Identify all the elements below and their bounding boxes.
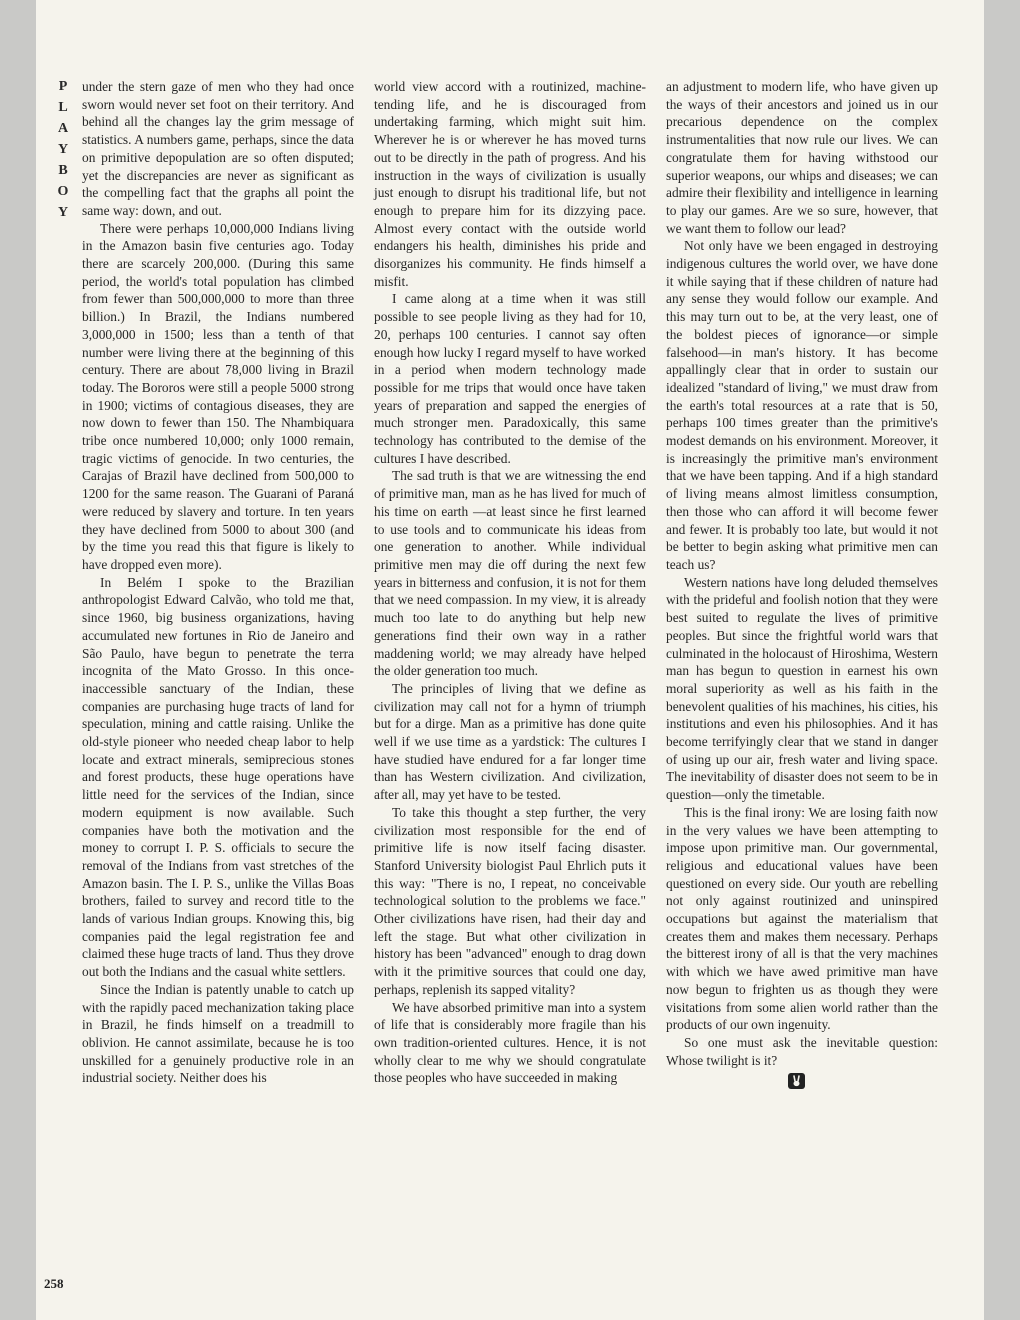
paragraph: world view accord with a routinized, machine-tending life, and he is discouraged from undertaking farming, which might suit him. Wherever he is or wherever he has moved turns out to be directly in the path of progress. And his instruction in the ways of civilization is usually just enough to disrupt his traditional life, but not enough to prepare him for its dizzying pace. Almost every contact with the outside world endangers his health, diminishes his pride and disorganizes his community. He finds himself a misfit. [374, 79, 646, 289]
bunny-logo-icon [788, 1073, 805, 1089]
paragraph: This is the final irony: We are losing faith now in the very values we have been attempting to impose upon primitive man. Our governmental, religious and educational values have been questioned on every side. Our youth are rebelling not only against routinized and uninspired occupations but against the materialism that creates them and makes them necessary. Perhaps the bitterest irony of all is that the very machines with which we have awed primitive man have now begun to frighten us as though they were visitations from some alien world rather than the products of our own ingenuity. [666, 804, 938, 1033]
text-column-1 [82, 78, 354, 1087]
masthead-letter: B [58, 163, 68, 178]
paragraph: So one must ask the inevitable question: Whose twilight is it? [666, 1034, 938, 1091]
paragraph: The sad truth is that we are witnessing the end of primitive man, man as he has lived for much of his time on earth —at least since he first learned to use tools and to communicate his ideas from one generation to another. While individual primitive men may die off during the next few years in bitterness and confusion, it is not for them that we need compassion. In my view, it is already much too late to do anything but help new generations find their own way in a rather maddening world; we may already have helped the older generation too much. [374, 468, 646, 679]
paragraph: I came along at a time when it was still possible to see people living as they had for 10, 20, perhaps 100 centuries. I cannot say often enough how lucky I regard myself to have worked in a period when modern technology made possible for me trips that would once have taken years of preparation and sapped the energies of much stronger men. Paradoxically, this same technology has contributed to the demise of the cultures I have described. [374, 291, 646, 466]
paragraph: Since the Indian is patently unable to catch up with the rapidly paced mechanization taking place in Brazil, he finds himself on a treadmill to oblivion. He cannot assimilate, because he is too unskilled for a genuinely productive role in an industrial society. Neither does his [82, 981, 354, 1086]
paragraph: under the stern gaze of men who they had once sworn would never set foot on their territory. And behind all the changes lay the grim message of statistics. A numbers game, perhaps, since the data on primitive depopulation are so often disputed; yet the discrepancies are never as significant as the compelling fact that the graphs all point the same way: down, and out. [82, 79, 354, 218]
masthead-letter: Y [57, 205, 69, 220]
paragraph: Western nations have long deluded themselves with the prideful and foolish notion that they were best suited to regulate the lives of primitive peoples. But since the frightful world wars that culminated in the holocaust of Hiroshima, Western man has begun to question in earnest his own moral superiority as well as his faith in the benevolent qualities of his machines, his cities, his institutions and even his philosophies. And it has become terrifyingly clear that we stand in danger of using up our air, fresh water and living space. The inevitability of disaster does not seem to be in question—only the timetable. [666, 574, 939, 803]
masthead-letter: Y [57, 142, 69, 157]
text-column-2 [374, 78, 646, 1087]
paragraph: To take this thought a step further, the very civilization most responsible for the end of primitive life is now itself facing disaster. Stanford University biologist Paul Ehrlich puts it this way: "There is no, I repeat, no conceivable technological solution to the problems we face." Other civilizations have risen, had their day and left the stage. But what other civilization in history has been "advanced" enough to drag down with it the primitive sources that could one day, perhaps, replenish its sapped vitality? [374, 804, 646, 997]
masthead-vertical [52, 76, 74, 223]
masthead-letter: A [57, 121, 69, 136]
paragraph: We have absorbed primitive man into a system of life that is considerably more fragile than his own tradition-oriented cultures. Hence, it is not wholly clear to me why we should congratulate those peoples who have succeeded in making [374, 999, 646, 1086]
paragraph: The principles of living that we define as civilization may call not for a hymn of triumph but for a dirge. Man as a primitive has done quite well if we use time as a yardstick: The cultures I have studied have endured for a far longer time than has Western civilization. And civilization, after all, may yet have to be tested. [374, 680, 646, 803]
masthead-letter: P [58, 79, 68, 94]
masthead-letter: L [58, 100, 68, 115]
masthead-letter: O [57, 184, 69, 199]
text-column-3 [666, 78, 938, 1091]
paragraph: There were perhaps 10,000,000 Indians living in the Amazon basin five centuries ago. Today there are scarcely 200,000. (During this same period, the world's total population has climbed from fewer than 500,000,000 to more than three billion.) In Brazil, the Indians numbered 3,000,000 in 1500; less than a tenth of that number were living there at the beginning of this century. There are about 78,000 living in Brazil today. The Bororos were still a people 5000 strong in 1900; victims of contagious diseases, they are now down to fewer than 150. The Nhambiquara tribe once numbered 10,000; only 1000 remain, tragic victims of genocide. In two centuries, the Carajas of Brazil have declined from 500,000 to 1200 for the same reason. The Guarani of Paraná were reduced by slavery and torture. In ten years they have declined from 5000 to about 300 (and by the time you read this that figure is likely to have dropped even more). [82, 220, 354, 572]
paragraph: an adjustment to modern life, who have given up the ways of their ancestors and joined us in our precarious dependence on the complex instrumentalities that now rule our lives. We can congratulate them for having withstood our superior weapons, our whips and diseases; we can admire their flexibility and intelligence in learning to play our games. Are we so sure, however, that we want them to follow our lead? [666, 79, 938, 236]
paragraph: In Belém I spoke to the Brazilian anthropologist Edward Calvão, who told me that, since 1960, big business organizations, having accumulated new fortunes in Rio de Janeiro and São Paulo, have begun to penetrate the terra incognita of the Mato Grosso. In this once-inaccessible sanctuary of the Indian, these companies are purchasing huge tracts of land for speculation, mining and cattle raising. Unlike the old-style pioneer who needed cheap labor to help locate and extract minerals, semiprecious stones and forest products, these huge operations have little need for the services of the Indian, since modern equipment is now available. Such companies have both the motivation and the money to corrupt I. P. S. officials to secure the removal of the Indians from vast stretches of the Amazon basin. The I. P. S., unlike the Villas Boas brothers, failed to survey and record title to the lands of various Indian groups. Knowing this, big companies paid the legal registration fee and claimed these huge tracts of land. Thus they drove out both the Indians and the casual white settlers. [82, 574, 354, 980]
paragraph: Not only have we been engaged in destroying indigenous cultures the world over, we have done it while saying that if these children of nature had any sense they would follow our example. And this may turn out to be, at the very least, one of the boldest pieces of ignorance—or simple falsehood—in man's history. It has become appallingly clear that in order to sustain our idealized "standard of living," we must draw from the earth's total resources at a rate that is 50, perhaps 100 times greater than the primitive's modest demands on his environment. Moreover, it is increasingly the primitive man's environment that we have been tapping. And if a high standard of living means almost limitless consumption, then those who can afford it will become fewer and fewer. It is probably too late, but would it not be better to begin asking what primitive men can teach us? [666, 238, 938, 572]
page-number: 258 [44, 1276, 64, 1291]
